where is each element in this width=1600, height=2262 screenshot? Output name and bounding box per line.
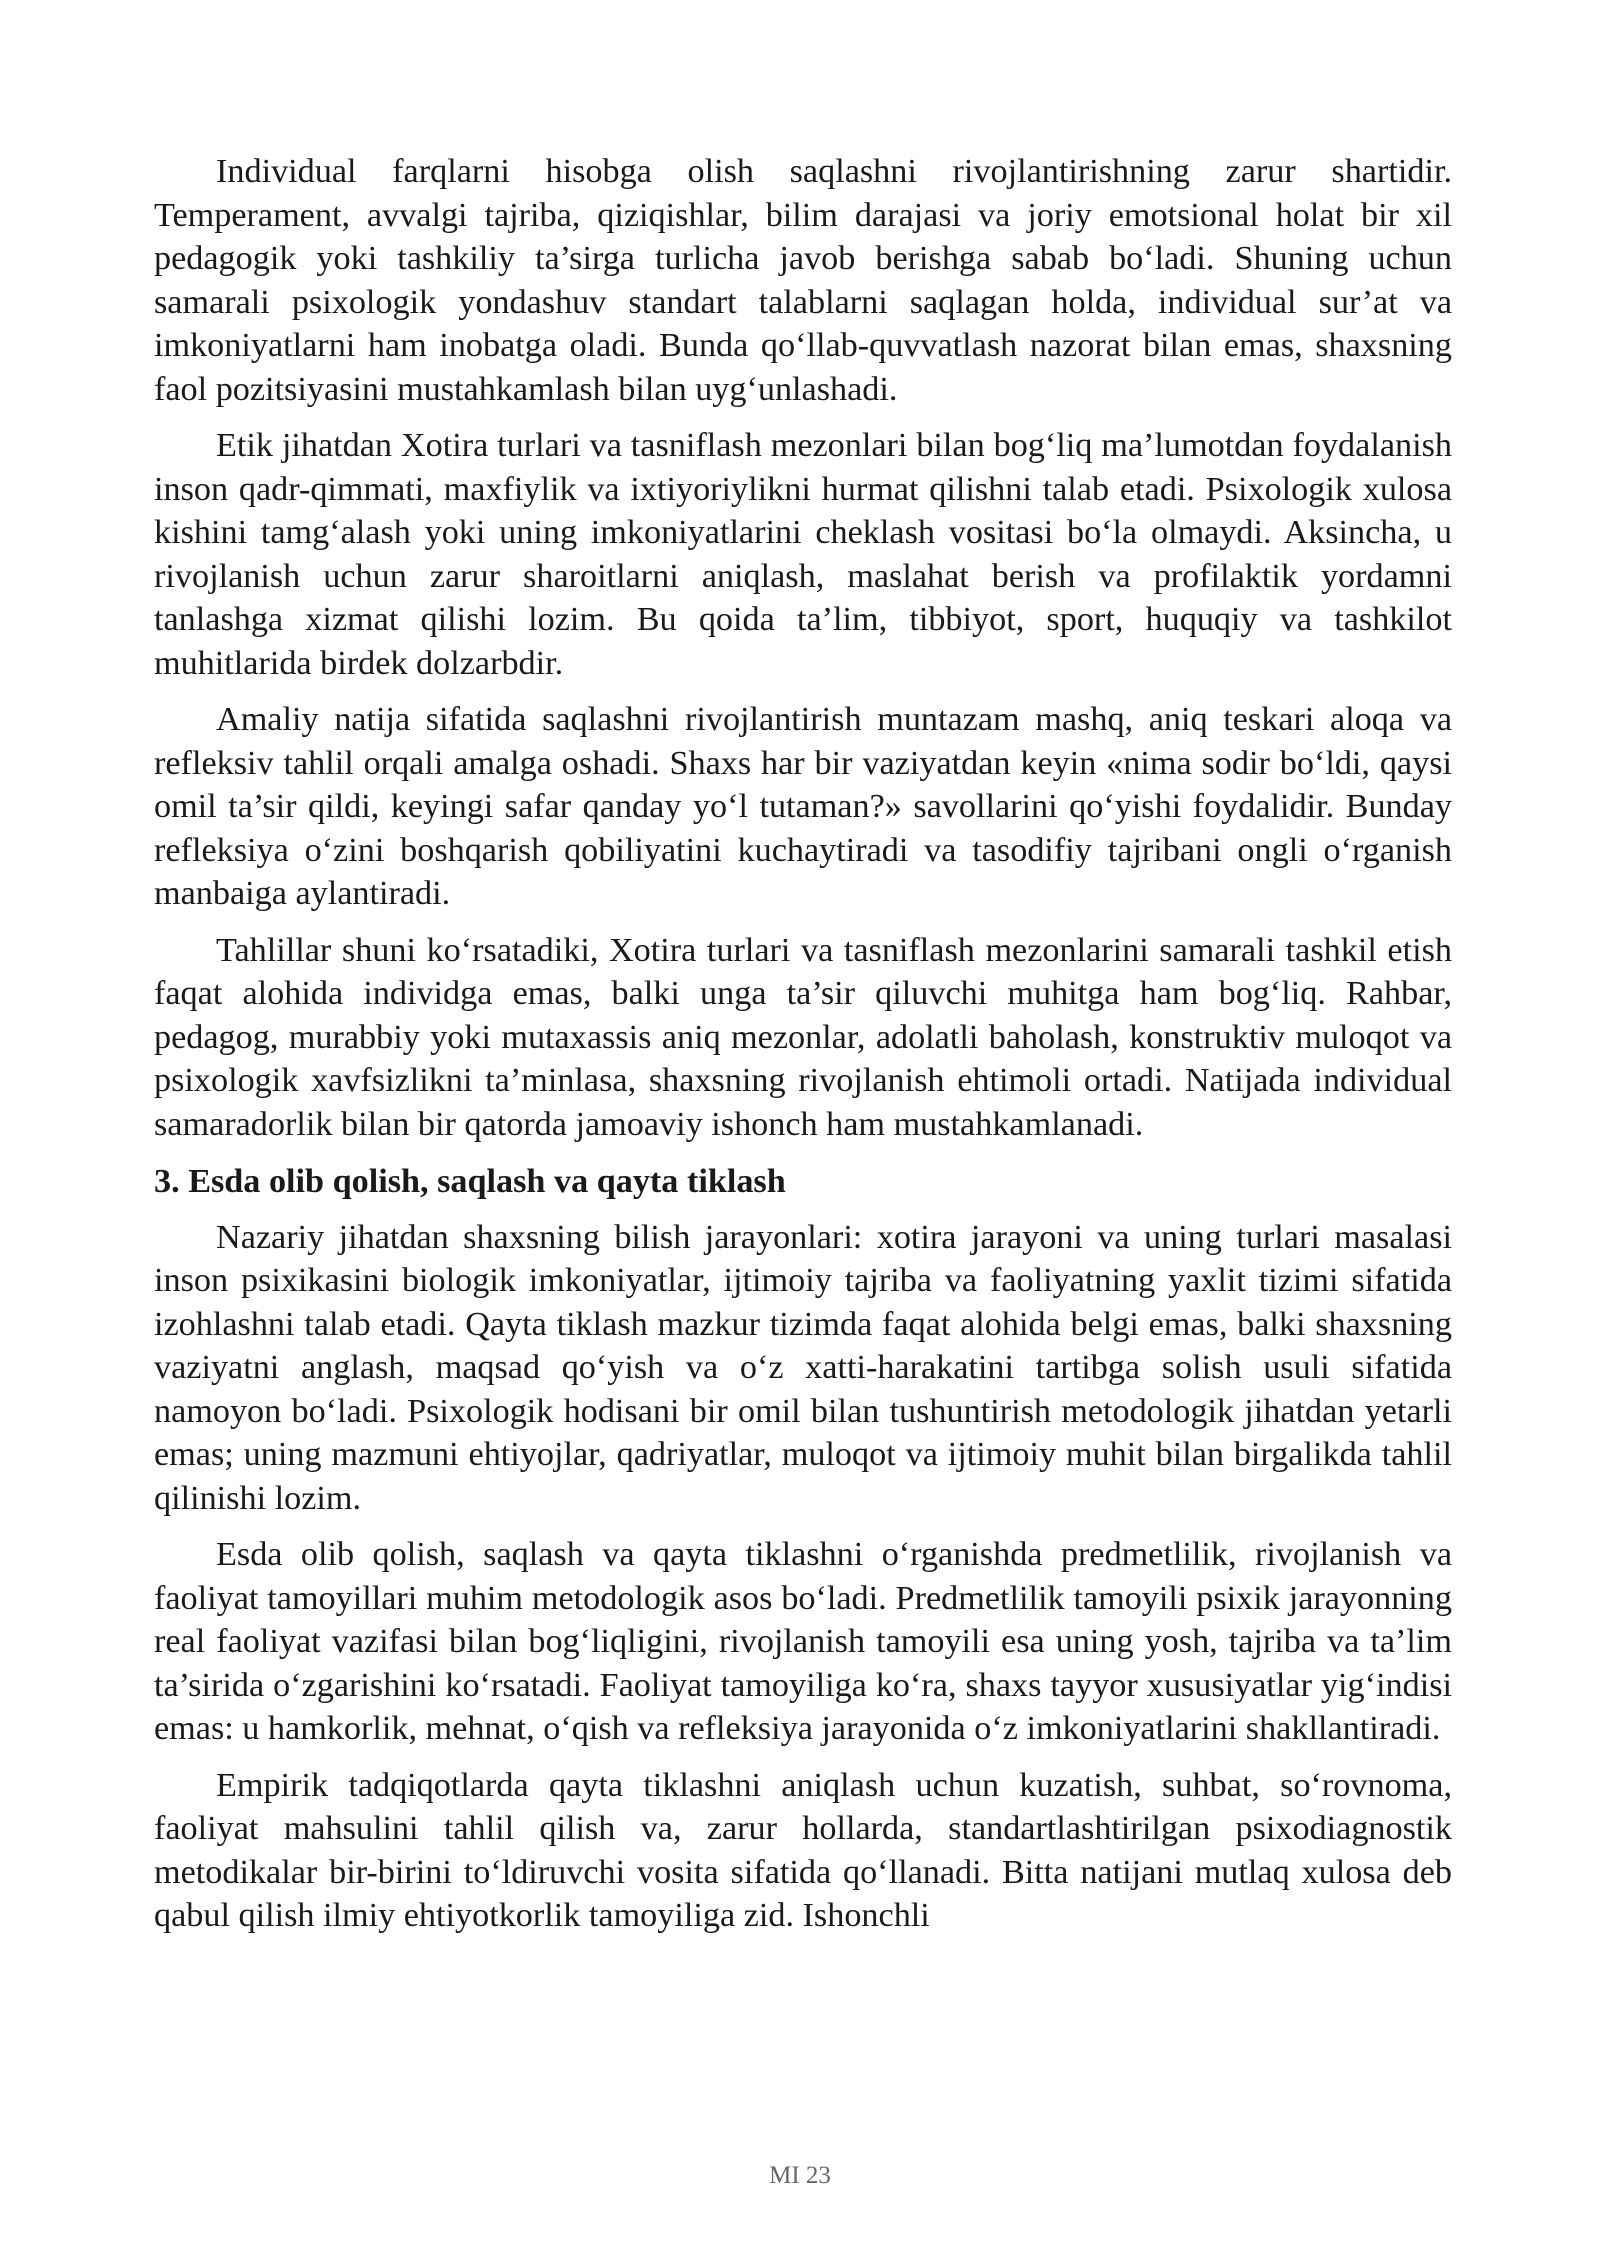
section-heading: 3. Esda olib qolish, saqlash va qayta tiklash [154,1163,786,1200]
body-paragraph: Nazariy jihatdan shaxsning bilish jarayonlari: xotira jarayoni va uning turlari masalasi inson psixikasini biologik imkoniyatlar, ijtimoiy tajriba va faoliyatning yaxlit tizimi sifatida izohlashni talab etadi. Qayta tiklash mazkur tizimda faqat alohida belgi emas, balki shaxsning vaziyatni anglash, maqsad qo‘yish va o‘z xatti-harakatini tartibga solish usuli sifatida namoyon bo‘ladi. Psixologik hodisani bir omil bilan tushuntirish metodologik jihatdan yetarli emas; uning mazmuni ehtiyojlar, qadriyatlar, muloqot va ijtimoiy muhit bilan birgalikda tahlil qilinishi lozim. [154,1218,1452,1517]
page-body [154,150,1452,1951]
page-number: MI 23 [769,2162,831,2189]
body-paragraph: Amaliy natija sifatida saqlashni rivojlantirish muntazam mashq, aniq teskari aloqa va refleksiv tahlil orqali amalga oshadi. Shaxs har bir vaziyatdan keyin «nima sodir bo‘ldi, qaysi omil ta’sir qildi, keyingi safar qanday yo‘l tutaman?» savollarini qo‘yishi foydalidir. Bunday refleksiya o‘zini boshqarish qobiliyatini kuchaytiradi va tasodifiy tajribani ongli o‘rganish manbaiga aylantiradi. [154,701,1452,912]
body-paragraph: Individual farqlarni hisobga olish saqlashni rivojlantirishning zarur shartidir. Temperament, avvalgi tajriba, qiziqishlar, bilim darajasi va joriy emotsional holat bir xil pedagogik yoki tashkiliy ta’sirga turlicha javob berishga sabab bo‘ladi. Shuning uchun samarali psixologik yondashuv standart talablarni saqlagan holda, individual sur’at va imkoniyatlarni ham inobatga oladi. Bunda qo‘llab-quvvatlash nazorat bilan emas, shaxsning faol pozitsiyasini mustahkamlash bilan uyg‘unlashadi. [154,153,1452,408]
body-paragraph: Etik jihatdan Xotira turlari va tasniflash mezonlari bilan bog‘liq ma’lumotdan foydalanish inson qadr-qimmati, maxfiylik va ixtiyoriylikni hurmat qilishni talab etadi. Psixologik xulosa kishini tamg‘alash yoki uning imkoniyatlarini cheklash vositasi bo‘la olmaydi. Aksincha, u rivojlanish uchun zarur sharoitlarni aniqlash, maslahat berish va profilaktik yordamni tanlashga xizmat qilishi lozim. Bu qoida ta’lim, tibbiyot, sport, huquqiy va tashkilot muhitlarida birdek dolzarbdir. [154,427,1452,682]
page-footer [0,2162,1600,2190]
body-paragraph: Empirik tadqiqotlarda qayta tiklashni aniqlash uchun kuzatish, suhbat, so‘rovnoma, faoliyat mahsulini tahlil qilish va, zarur hollarda, standartlashtirilgan psixodiagnostik metodikalar bir-birini to‘ldiruvchi vosita sifatida qo‘llanadi. Bitta natijani mutlaq xulosa deb qabul qilish ilmiy ehtiyotkorlik tamoyiliga zid. Ishonchli [154,1766,1452,1934]
body-paragraph: Esda olib qolish, saqlash va qayta tiklashni o‘rganishda predmetlilik, rivojlanish va faoliyat tamoyillari muhim metodologik asos bo‘ladi. Predmetlilik tamoyili psixik jarayonning real faoliyat vazifasi bilan bog‘liqligini, rivojlanish tamoyili esa uning yosh, tajriba va ta’lim ta’sirida o‘zgarishini ko‘rsatadi. Faoliyat tamoyiliga ko‘ra, shaxs tayyor xususiyatlar yig‘indisi emas: u hamkorlik, mehnat, o‘qish va refleksiya jarayonida o‘z imkoniyatlarini shakllantiradi. [154,1536,1452,1747]
body-paragraph: Tahlillar shuni ko‘rsatadiki, Xotira turlari va tasniflash mezonlarini samarali tashkil etish faqat alohida individga emas, balki unga ta’sir qiluvchi muhitga ham bog‘liq. Rahbar, pedagog, murabbiy yoki mutaxassis aniq mezonlar, adolatli baholash, konstruktiv muloqot va psixologik xavfsizlikni ta’minlasa, shaxsning rivojlanish ehtimoli ortadi. Natijada individual samaradorlik bilan bir qatorda jamoaviy ishonch ham mustahkamlanadi. [154,931,1452,1143]
